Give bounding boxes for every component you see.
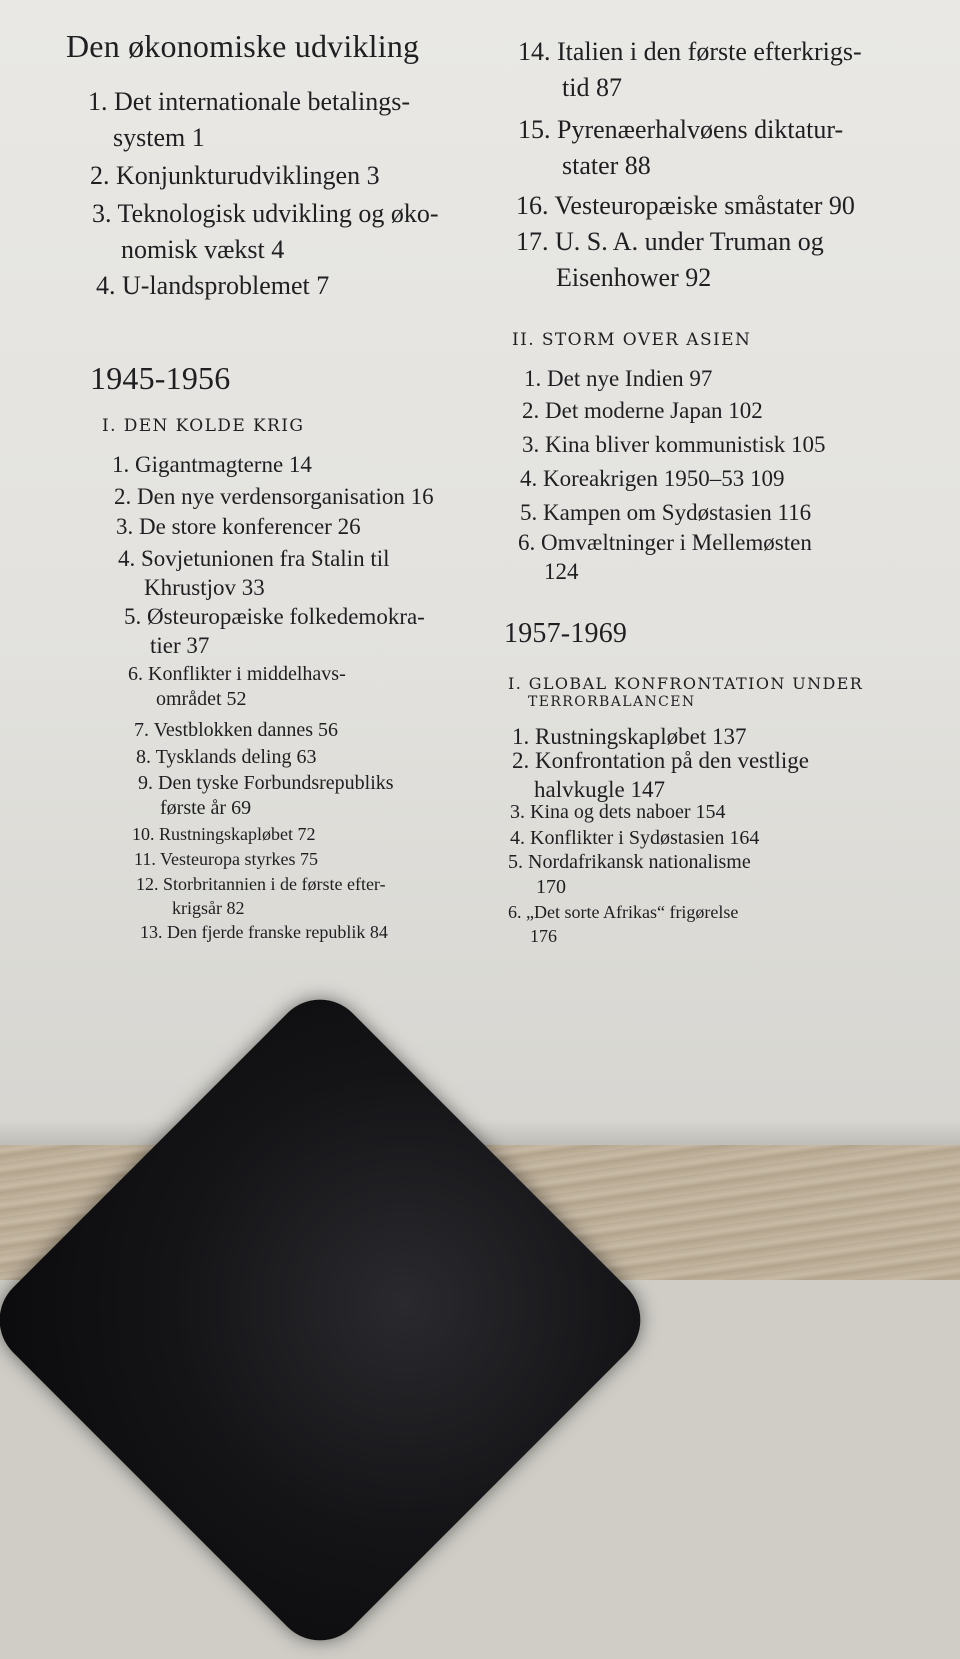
toc-entry bbox=[114, 482, 434, 511]
toc-entry bbox=[512, 746, 809, 804]
toc-entry-line: 4. Sovjetunionen fra Stalin til bbox=[118, 546, 390, 571]
toc-entry bbox=[124, 602, 425, 660]
toc-entry-line: 3. De store konferencer 26 bbox=[116, 514, 361, 539]
toc-entry bbox=[518, 528, 812, 586]
toc-entry bbox=[136, 872, 386, 920]
toc-entry bbox=[138, 771, 394, 821]
toc-entry-line: første år 69 bbox=[160, 797, 252, 819]
toc-entry-line: 176 bbox=[530, 926, 557, 946]
toc-entry-line: 1. Det nye Indien 97 bbox=[524, 366, 713, 391]
toc-entry-line: 2. Den nye verdensorganisation 16 bbox=[114, 484, 434, 509]
toc-entry bbox=[508, 850, 751, 900]
toc-entry-line: 3. Kina bliver kommunistisk 105 bbox=[522, 432, 826, 457]
toc-entry bbox=[524, 364, 712, 393]
toc-entry bbox=[520, 498, 811, 527]
toc-entry bbox=[516, 188, 855, 224]
toc-entry bbox=[134, 718, 338, 743]
section-title-1957-1969: 1957-1969 bbox=[504, 618, 628, 649]
toc-entry bbox=[508, 900, 738, 948]
toc-entry bbox=[132, 822, 316, 846]
toc-entry-line: system 1 bbox=[113, 123, 205, 152]
section-title-economy: Den økonomiske udvikling bbox=[66, 28, 420, 64]
toc-entry-line: 13. Den fjerde franske republik 84 bbox=[140, 922, 388, 942]
toc-entry bbox=[510, 826, 759, 851]
toc-entry-line: 4. Koreakrigen 1950–53 109 bbox=[520, 466, 785, 491]
toc-entry-line: 170 bbox=[536, 876, 566, 898]
toc-entry bbox=[128, 662, 346, 712]
toc-entry bbox=[112, 450, 312, 479]
toc-entry-line: tid 87 bbox=[562, 73, 622, 102]
toc-entry-line: 12. Storbritannien i de første efter- bbox=[136, 874, 386, 894]
toc-entry-line: 2. Det moderne Japan 102 bbox=[522, 398, 763, 423]
toc-entry-line: 6. „Det sorte Afrikas“ frigørelse bbox=[508, 902, 739, 922]
toc-entry-line: 6. Konflikter i middelhavs- bbox=[128, 663, 346, 685]
subsection-title-storm-over-asia: II. STORM OVER ASIEN bbox=[512, 330, 752, 350]
toc-entry-line: Eisenhower 92 bbox=[556, 263, 712, 292]
subsection-title-global-confrontation: I. GLOBAL KONFRONTATION UNDER bbox=[508, 674, 864, 693]
toc-entry-line: området 52 bbox=[156, 688, 247, 710]
toc-entry bbox=[522, 430, 825, 459]
toc-entry bbox=[518, 112, 843, 184]
toc-entry bbox=[510, 800, 726, 825]
toc-entry-line: 7. Vestblokken dannes 56 bbox=[134, 719, 339, 741]
toc-entry bbox=[520, 464, 784, 493]
toc-entry-line: 5. Nordafrikansk nationalisme bbox=[508, 851, 751, 873]
toc-entry-line: 124 bbox=[544, 559, 579, 584]
toc-entry bbox=[516, 224, 824, 296]
toc-entry bbox=[96, 268, 329, 304]
toc-entry bbox=[140, 920, 388, 944]
toc-entry-line: 17. U. S. A. under Truman og bbox=[516, 227, 824, 256]
toc-entry-line: 4. Konflikter i Sydøstasien 164 bbox=[510, 827, 760, 849]
toc-entry-line: 10. Rustningskapløbet 72 bbox=[132, 824, 316, 844]
toc-entry-line: halvkugle 147 bbox=[534, 777, 665, 802]
toc-entry bbox=[136, 745, 316, 770]
toc-entry-line: 8. Tysklands deling 63 bbox=[136, 746, 317, 768]
toc-entry bbox=[522, 396, 763, 425]
toc-entry-line: 14. Italien i den første efterkrigs- bbox=[518, 37, 862, 66]
subsection-title-cold-war: I. DEN KOLDE KRIG bbox=[102, 416, 305, 436]
toc-entry bbox=[518, 34, 862, 106]
toc-entry-line: 9. Den tyske Forbundsrepubliks bbox=[138, 772, 394, 794]
toc-entry-line: 3. Kina og dets naboer 154 bbox=[510, 801, 726, 823]
toc-entry-line: krigsår 82 bbox=[172, 898, 245, 918]
toc-entry-line: 16. Vesteuropæiske småstater 90 bbox=[516, 191, 855, 220]
toc-entry-line: 1. Gigantmagterne 14 bbox=[112, 452, 312, 477]
toc-entry-line: Khrustjov 33 bbox=[144, 575, 265, 600]
toc-entry bbox=[88, 84, 410, 156]
toc-entry-line: 2. Konfrontation på den vestlige bbox=[512, 748, 810, 773]
toc-entry-line: 5. Østeuropæiske folkedemokra- bbox=[124, 604, 425, 629]
toc-entry bbox=[116, 512, 361, 541]
toc-entry-line: 3. Teknologisk udvikling og øko- bbox=[92, 199, 439, 228]
toc-entry bbox=[118, 544, 390, 602]
section-title-1945-1956: 1945-1956 bbox=[90, 360, 231, 396]
toc-entry-line: 2. Konjunkturudviklingen 3 bbox=[90, 161, 380, 190]
toc-entry bbox=[92, 196, 439, 268]
toc-entry-line: stater 88 bbox=[562, 151, 651, 180]
toc-entry-line: 4. U-landsproblemet 7 bbox=[96, 271, 330, 300]
toc-entry bbox=[90, 158, 380, 194]
toc-entry-line: 1. Det internationale betalings- bbox=[88, 87, 411, 116]
toc-entry-line: 11. Vesteuropa styrkes 75 bbox=[134, 849, 318, 869]
toc-entry bbox=[134, 847, 318, 871]
toc-entry-line: nomisk vækst 4 bbox=[121, 235, 285, 264]
toc-entry-line: 15. Pyrenæerhalvøens diktatur- bbox=[518, 115, 844, 144]
toc-entry-line: 1. Rustningskapløbet 137 bbox=[512, 724, 747, 749]
toc-entry-line: 5. Kampen om Sydøstasien 116 bbox=[520, 500, 812, 525]
subsection-title-global-confrontation-cont: TERRORBALANCEN bbox=[528, 694, 696, 710]
toc-entry-line: tier 37 bbox=[150, 633, 210, 658]
toc-entry-line: 6. Omvæltninger i Mellemøsten bbox=[518, 530, 812, 555]
